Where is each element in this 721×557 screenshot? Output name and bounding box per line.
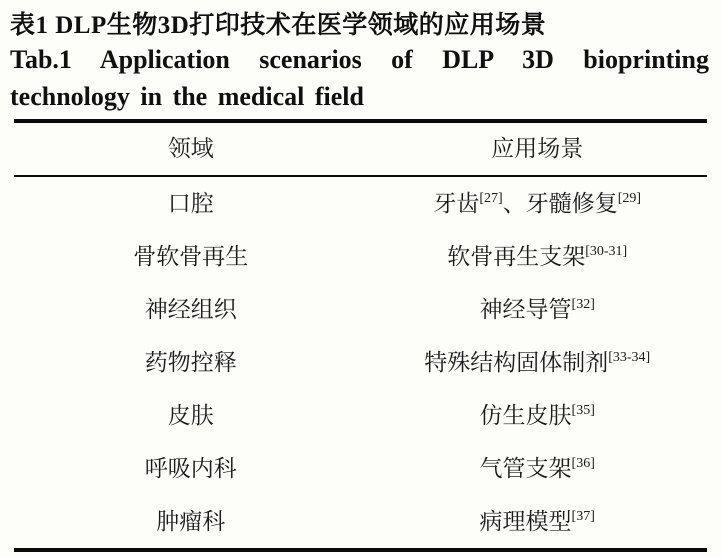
application-table <box>14 119 707 552</box>
scenario-cell: 病理模型[37] <box>479 509 595 535</box>
table-row <box>14 336 707 389</box>
citation-ref: [29] <box>617 190 642 206</box>
scenario-cell: 软骨再生支架[30-31] <box>447 243 628 269</box>
scenario-cell: 仿生皮肤[35] <box>479 402 595 428</box>
table-caption <box>0 0 721 115</box>
table-row <box>14 177 707 230</box>
table-body <box>14 177 707 549</box>
scenario-cell: 牙齿[27]、牙髓修复[29] <box>433 190 642 216</box>
table-row <box>14 230 707 283</box>
table-header-row <box>14 123 707 177</box>
scenario-cell: 特殊结构固体制剂[33-34] <box>424 349 651 375</box>
table-row <box>14 283 707 336</box>
citation-ref: [36] <box>571 456 595 472</box>
header-cell-scenario: 应用场景 <box>491 136 584 162</box>
field-cell: 口腔 <box>167 190 214 216</box>
citation-ref: [37] <box>571 509 595 525</box>
field-cell: 骨软骨再生 <box>133 243 249 269</box>
table-row <box>14 495 707 548</box>
table-caption-en-line2: technology in the medical field <box>10 82 364 111</box>
citation-ref: [30-31] <box>585 243 628 259</box>
table-caption-en-line1: Tab.1 Application scenarios of DLP 3D bioprinting <box>10 45 709 74</box>
table-row <box>14 389 707 442</box>
citation-ref: [32] <box>571 296 595 312</box>
field-cell: 呼吸内科 <box>144 456 237 482</box>
scenario-cell: 气管支架[36] <box>479 456 595 482</box>
header-cell-field: 领域 <box>167 136 214 162</box>
field-cell: 神经组织 <box>144 296 237 322</box>
citation-ref: [27] <box>479 190 503 206</box>
field-cell: 药物控释 <box>144 349 237 375</box>
table-row <box>14 442 707 495</box>
field-cell: 皮肤 <box>167 402 214 428</box>
table-caption-zh: 表1 DLP生物3D打印技术在医学领域的应用场景 <box>10 12 547 39</box>
field-cell: 肿瘤科 <box>156 509 226 535</box>
citation-ref: [35] <box>571 402 595 418</box>
citation-ref: [33-34] <box>608 349 651 365</box>
scenario-cell: 神经导管[32] <box>479 296 595 322</box>
